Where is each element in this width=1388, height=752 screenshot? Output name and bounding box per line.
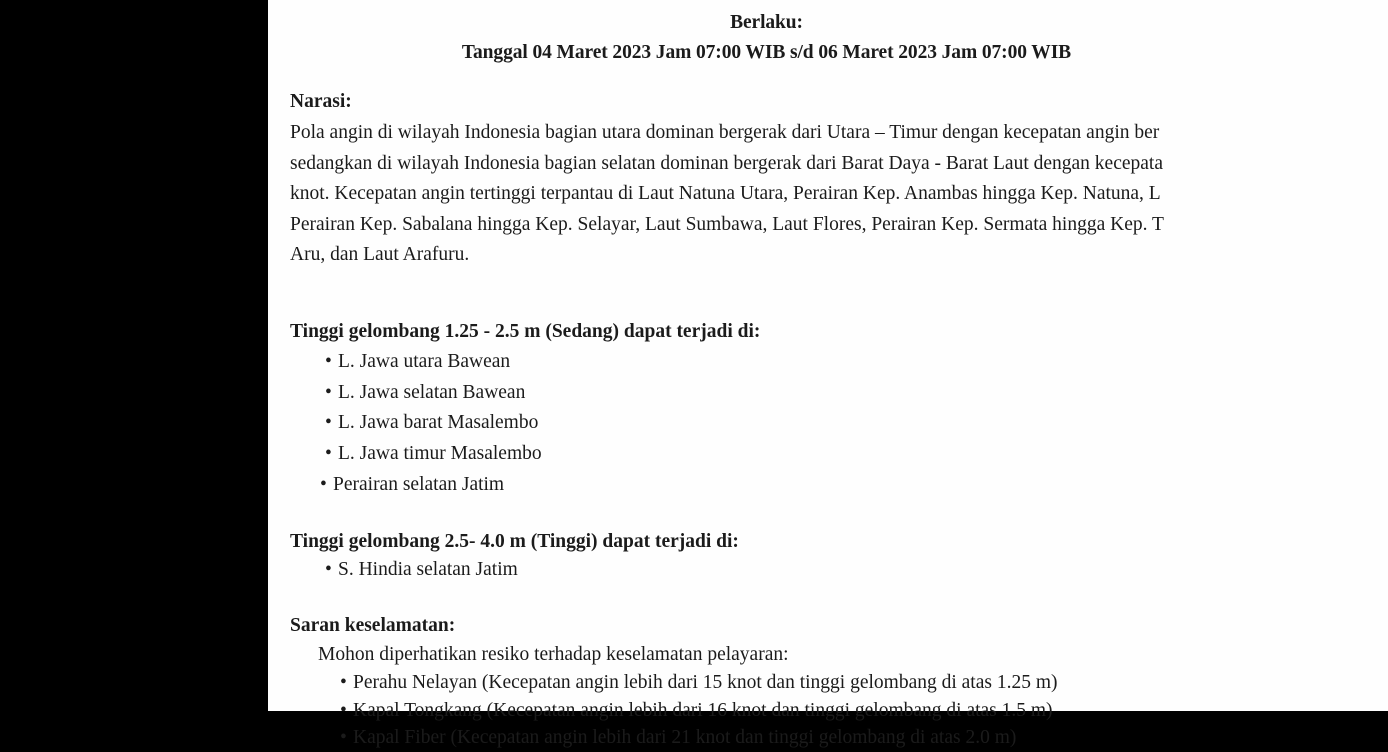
header-validity-period: Tanggal 04 Maret 2023 Jam 07:00 WIB s/d 06 Maret 2023 Jam 07:00 WIB — [461, 42, 1072, 63]
list-item — [290, 439, 1388, 470]
narasi-paragraph — [290, 118, 1388, 271]
narasi-heading: Narasi: — [290, 91, 352, 112]
page-content — [268, 0, 1388, 752]
bullet-icon: • — [340, 672, 347, 694]
saran-intro-text: Mohon diperhatikan resiko terhadap keselamatan pelayaran: — [318, 644, 789, 666]
letterbox-left-bar — [0, 0, 268, 711]
bullet-icon: • — [325, 350, 332, 372]
document-body — [268, 90, 1388, 752]
list-item — [290, 408, 1388, 439]
bullet-icon: • — [340, 699, 347, 721]
narasi-line: knot. Kecepatan angin tertinggi terpantau di Laut Natuna Utara, Perairan Kep. Anambas hingga Kep. Natuna, L — [290, 183, 1161, 205]
narasi-line: Perairan Kep. Sabalana hingga Kep. Selayar, Laut Sumbawa, Laut Flores, Perairan Kep. Sermata hingga Kep. T — [290, 213, 1164, 235]
list-item-label: Kapal Tongkang (Kecepatan angin lebih dari 16 knot dan tinggi gelombang di atas 1.5 m) — [353, 699, 1053, 721]
saran-keselamatan-list — [290, 669, 1388, 752]
list-item — [290, 669, 1388, 697]
bullet-icon: • — [320, 473, 327, 495]
list-item — [290, 378, 1388, 409]
bullet-icon: • — [325, 381, 332, 403]
narasi-line: Aru, dan Laut Arafuru. — [290, 244, 470, 266]
list-item — [290, 697, 1388, 725]
list-item — [290, 724, 1388, 752]
document-page[interactable] — [268, 0, 1388, 749]
list-item — [290, 555, 1388, 586]
gelombang-sedang-heading: Tinggi gelombang 1.25 - 2.5 m (Sedang) dapat terjadi di: — [290, 320, 761, 342]
list-item-label: L. Jawa barat Masalembo — [338, 412, 539, 434]
list-item-label: Perahu Nelayan (Kecepatan angin lebih dari 15 knot dan tinggi gelombang di atas 1.25 m) — [353, 672, 1058, 694]
list-item — [290, 470, 1388, 501]
saran-keselamatan-heading: Saran keselamatan: — [290, 615, 456, 637]
list-item-label: L. Jawa selatan Bawean — [338, 381, 526, 403]
bullet-icon: • — [325, 443, 332, 465]
gelombang-tinggi-heading: Tinggi gelombang 2.5- 4.0 m (Tinggi) dapat terjadi di: — [290, 531, 739, 553]
list-item — [290, 347, 1388, 378]
header-validity-label: Berlaku: — [730, 12, 803, 33]
list-item-label: Perairan selatan Jatim — [333, 473, 505, 495]
gelombang-tinggi-list — [290, 555, 1388, 586]
list-item-label: Kapal Fiber (Kecepatan angin lebih dari 21 knot dan tinggi gelombang di atas 2.0 m) — [353, 727, 1017, 749]
bullet-icon: • — [340, 727, 347, 749]
list-item-label: L. Jawa utara Bawean — [338, 350, 511, 372]
narasi-line: Pola angin di wilayah Indonesia bagian utara dominan bergerak dari Utara – Timur dengan kecepatan angin ber — [290, 122, 1160, 143]
bullet-icon: • — [325, 559, 332, 581]
bullet-icon: • — [325, 412, 332, 434]
gelombang-sedang-list — [290, 347, 1388, 501]
narasi-line: sedangkan di wilayah Indonesia bagian selatan dominan bergerak dari Barat Daya - Barat Laut dengan kecepata — [290, 152, 1163, 174]
list-item-label: L. Jawa timur Masalembo — [338, 443, 542, 465]
document-header — [268, 0, 1265, 68]
list-item-label: S. Hindia selatan Jatim — [338, 559, 518, 581]
